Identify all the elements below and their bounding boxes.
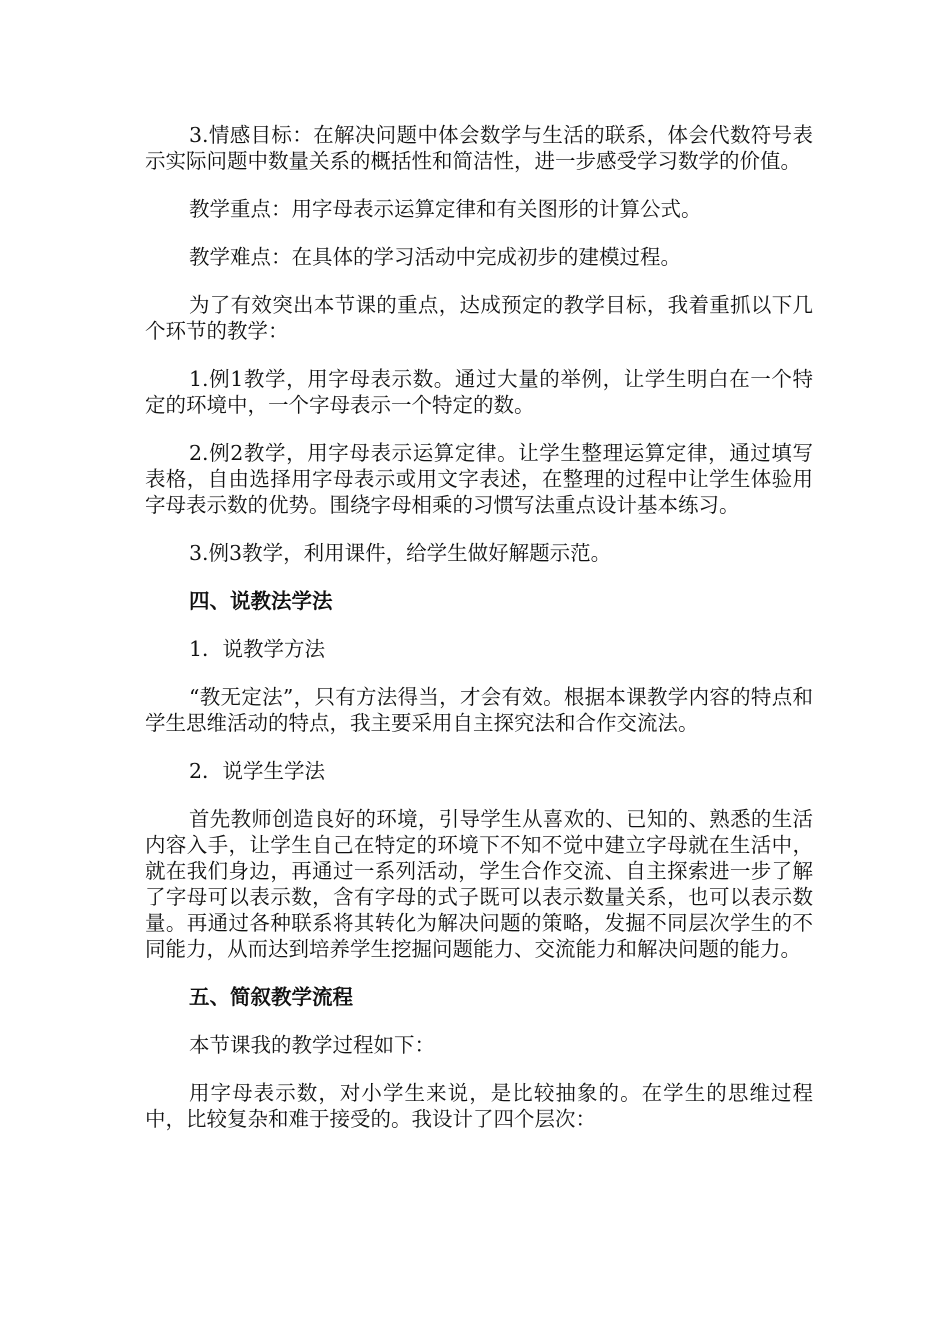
section-heading-process: 五、简叙教学流程 xyxy=(189,985,353,1009)
subheading-teaching-method: 1．说教学方法 xyxy=(189,637,326,661)
paragraph-example-1: 1.例1教学，用字母表示数。通过大量的举例，让学生明白在一个特定的环境中，一个字母表示一个特定的数。 xyxy=(145,367,813,417)
paragraph-teaching-method: “教无定法”，只有方法得当，才会有效。根据本课教学内容的特点和学生思维活动的特点，我主要采用自主探究法和合作交流法。 xyxy=(145,685,813,735)
document-body xyxy=(145,122,813,1154)
section-heading-methods: 四、说教法学法 xyxy=(189,589,333,613)
paragraph-process-intro: 本节课我的教学过程如下： xyxy=(189,1033,435,1057)
paragraph-key-steps-intro: 为了有效突出本节课的重点，达成预定的教学目标，我着重抓以下几个环节的教学： xyxy=(145,293,813,343)
paragraph-teaching-difficulty: 教学难点：在具体的学习活动中完成初步的建模过程。 xyxy=(189,245,681,269)
paragraph-teaching-focus: 教学重点：用字母表示运算定律和有关图形的计算公式。 xyxy=(189,197,702,221)
paragraph-example-3: 3.例3教学，利用课件，给学生做好解题示范。 xyxy=(189,541,612,565)
paragraph-learning-method: 首先教师创造良好的环境，引导学生从喜欢的、已知的、熟悉的生活内容入手，让学生自己在特定的环境下不知不觉中建立字母就在生活中，就在我们身边，再通过一系列活动，学生合作交流、自主探索进一步了解了字母可以表示数，含有字母的式子既可以表示数量关系，也可以表示数量。再通过各种联系将其转化为解决问题的策略，发掘不同层次学生的不同能力，从而达到培养学生挖掘问题能力、交流能力和解决问题的能力。 xyxy=(145,807,813,961)
paragraph-example-2: 2.例2教学，用字母表示运算定律。让学生整理运算定律，通过填写表格，自由选择用字母表示或用文字表述，在整理的过程中让学生体验用字母表示数的优势。围绕字母相乘的习惯写法重点设计基本练习。 xyxy=(145,441,813,517)
paragraph-emotional-goal: 3.情感目标：在解决问题中体会数学与生活的联系，体会代数符号表示实际问题中数量关系的概括性和简洁性，进一步感受学习数学的价值。 xyxy=(145,123,813,173)
paragraph-process-levels: 用字母表示数，对小学生来说，是比较抽象的。在学生的思维过程中，比较复杂和难于接受的。我设计了四个层次： xyxy=(145,1081,813,1131)
subheading-learning-method: 2．说学生学法 xyxy=(189,759,326,783)
